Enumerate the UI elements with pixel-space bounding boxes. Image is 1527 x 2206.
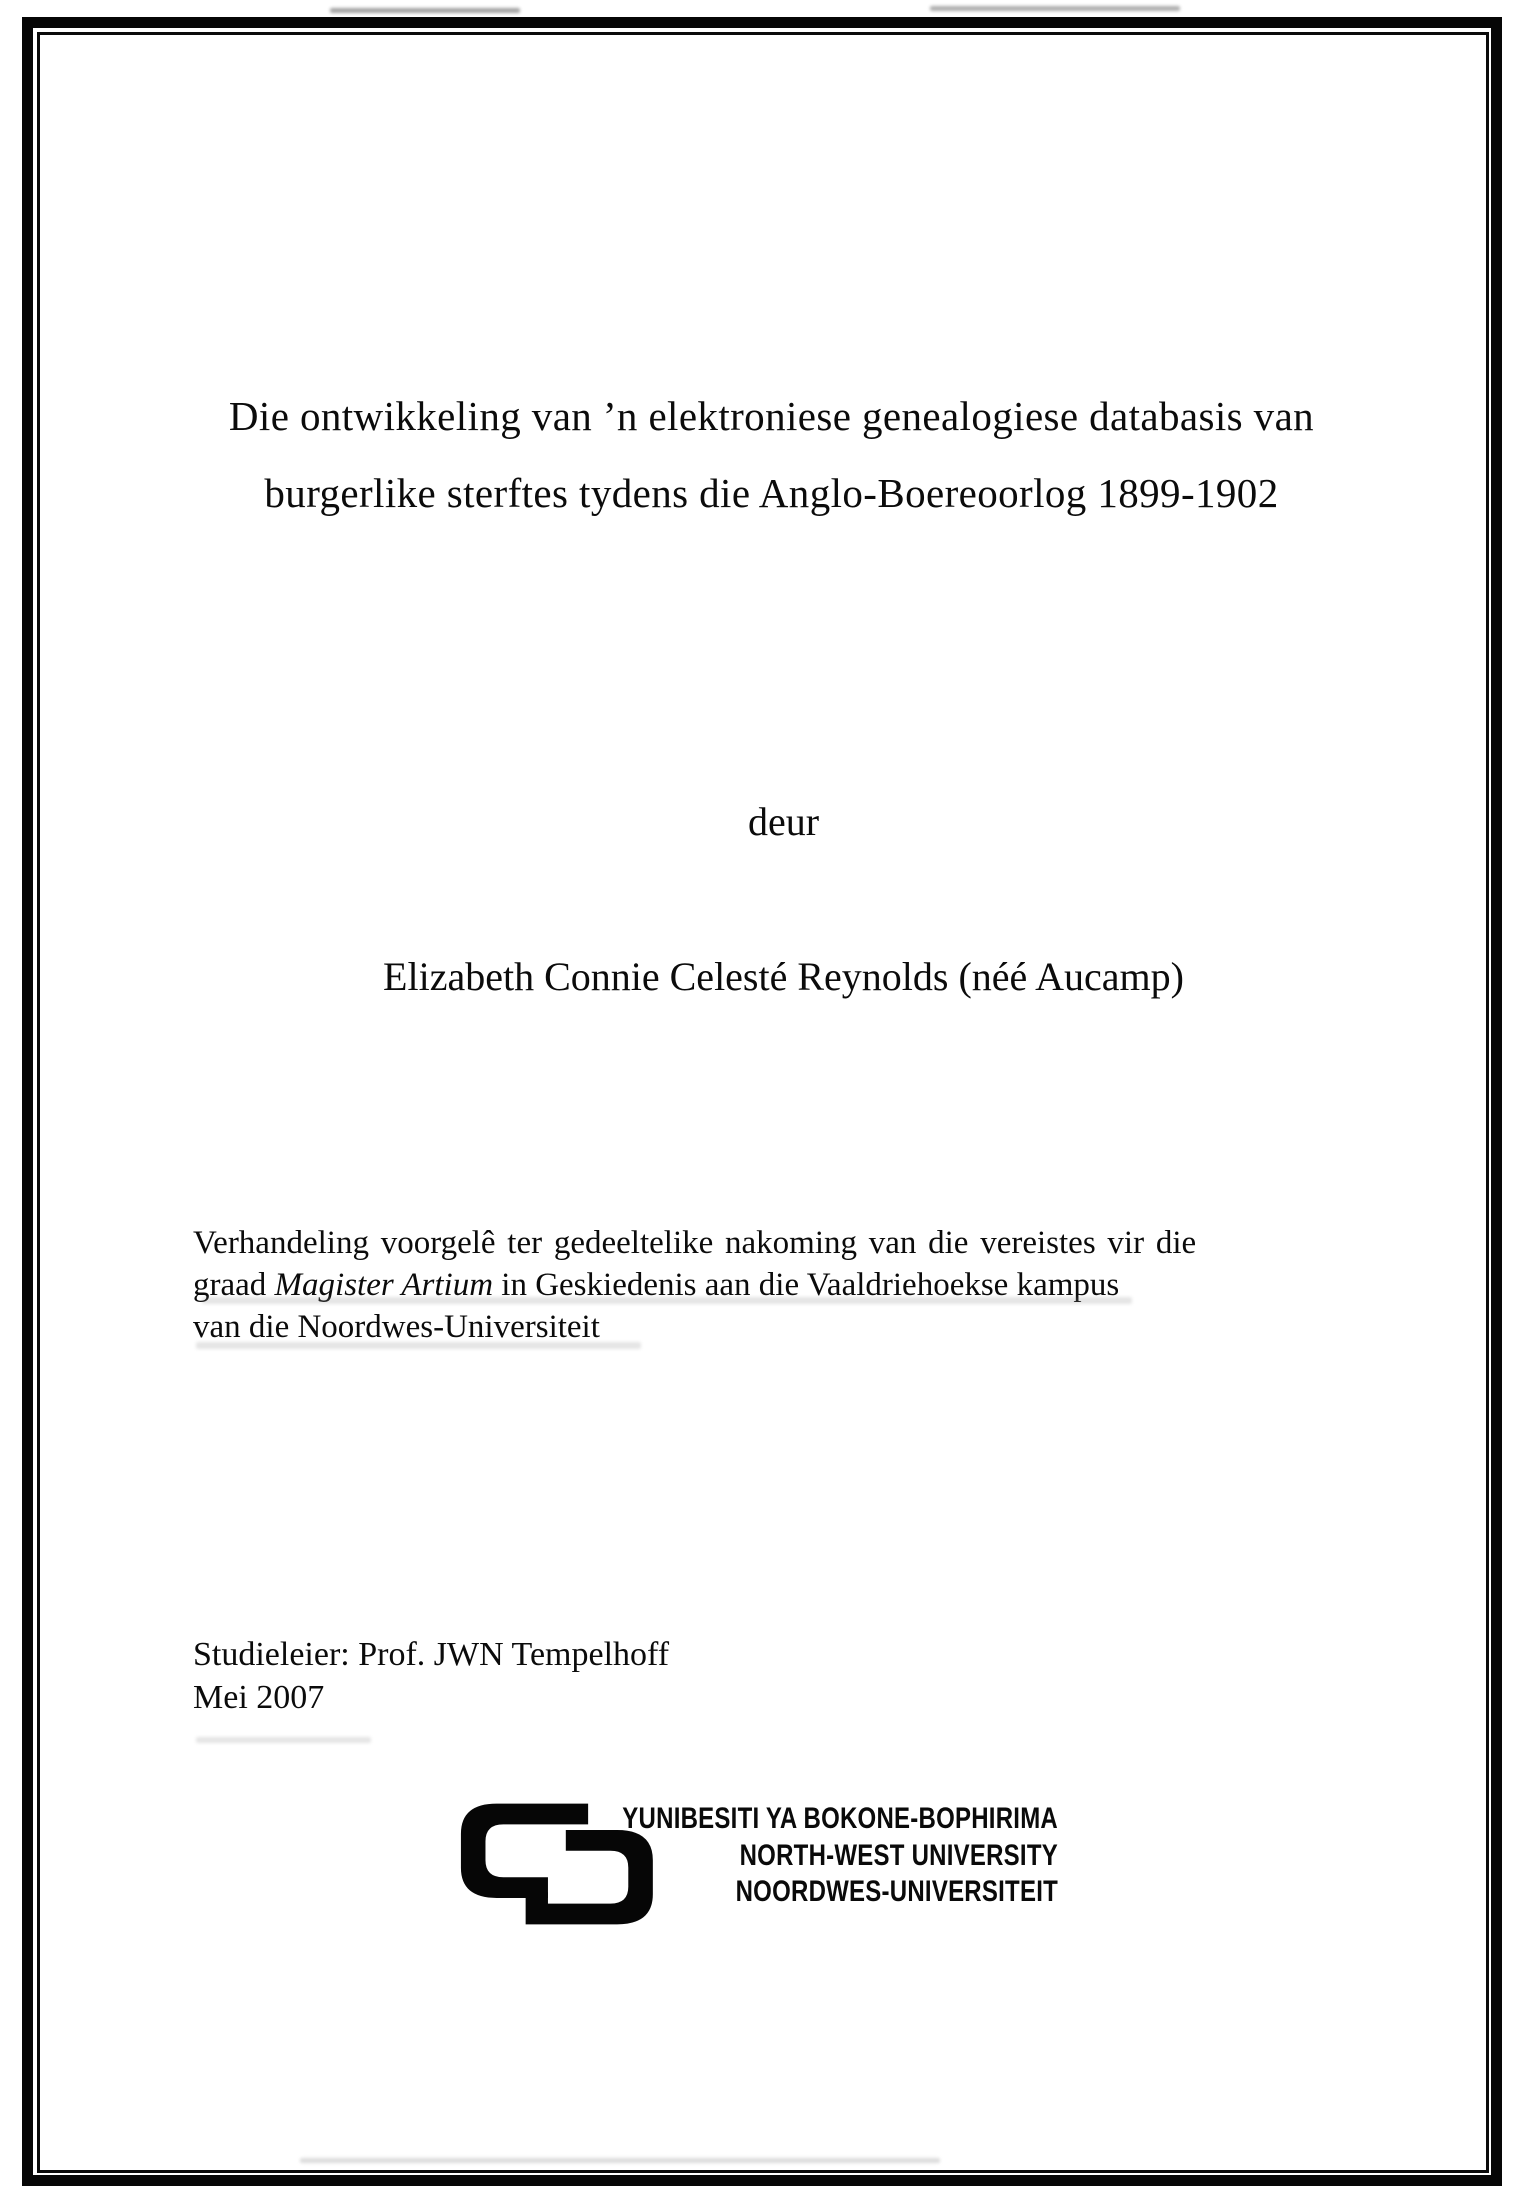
- logo-line-english: NORTH-WEST UNIVERSITY: [739, 1838, 1058, 1872]
- thesis-title: [193, 378, 1350, 532]
- thesis-title-line-1: Die ontwikkeling van ’n elektroniese genealogiese databasis van: [228, 393, 1315, 439]
- thesis-title-line-2: burgerlike sterftes tydens die Anglo-Boereoorlog 1899-1902: [264, 470, 1279, 516]
- statement-line-2-post: in Geskiedenis aan die Vaaldriehoekse kampus: [493, 1267, 1120, 1303]
- supervisor-block: [193, 1633, 1350, 1719]
- logo-line-afrikaans: NOORDWES-UNIVERSITEIT: [735, 1875, 1058, 1908]
- statement-line-2: [193, 1264, 1350, 1306]
- statement-line-3: van die Noordwes-Universiteit: [193, 1309, 600, 1345]
- statement-line-2-pre: graad: [193, 1267, 275, 1303]
- degree-name: Magister Artium: [274, 1267, 494, 1303]
- thesis-statement: [193, 1222, 1350, 1348]
- scan-artifact: [930, 6, 1180, 11]
- scan-artifact: [330, 8, 520, 13]
- author-name: Elizabeth Connie Celesté Reynolds (néé Aucamp): [383, 954, 1184, 999]
- logo-line-setswana: YUNIBESITI YA BOKONE-BOPHIRIMA: [622, 1802, 1058, 1835]
- university-logo-wordmark: [546, 1801, 1058, 1911]
- date-line: Mei 2007: [193, 1679, 325, 1716]
- supervisor-line: Studieleier: Prof. JWN Tempelhoff: [193, 1636, 670, 1673]
- statement-line-1: Verhandeling voorgelê ter gedeeltelike nakoming van die vereistes vir die: [193, 1225, 1197, 1261]
- byline-label: deur: [747, 799, 820, 844]
